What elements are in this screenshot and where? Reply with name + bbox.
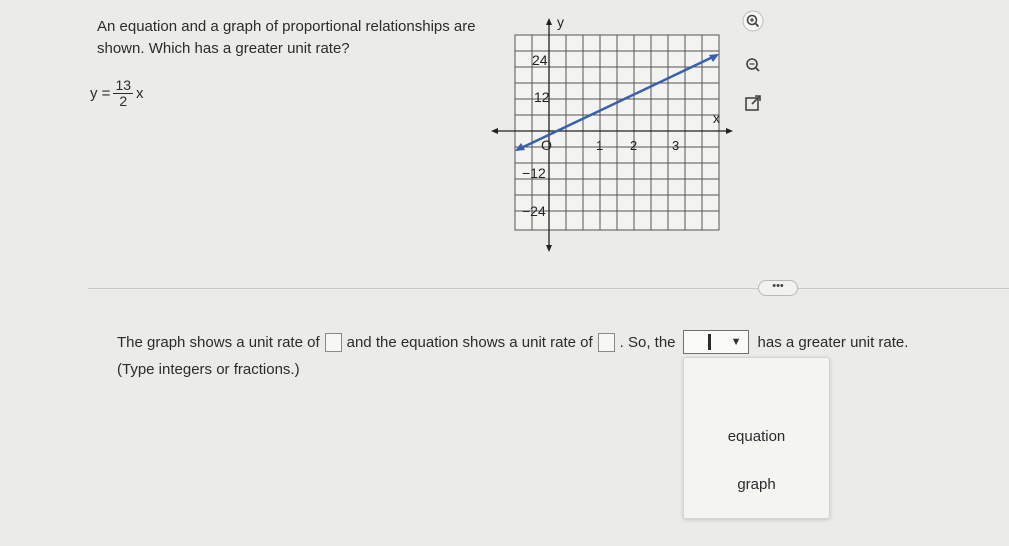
dropdown-menu xyxy=(683,357,830,519)
x-tick-label: 2 xyxy=(630,138,638,153)
answer-text-3: . So, the xyxy=(619,333,676,351)
x-tick-label: 3 xyxy=(672,138,680,153)
dropdown-option-equation[interactable]: equation xyxy=(727,428,786,445)
graph-svg xyxy=(485,10,735,260)
zoom-in-button[interactable] xyxy=(740,8,766,34)
y-axis-label: y xyxy=(557,14,564,30)
zoom-in-icon xyxy=(742,10,764,32)
x-tick-label: 1 xyxy=(596,138,604,153)
x-tick-label: O xyxy=(541,137,552,153)
fraction-denominator: 2 xyxy=(119,93,128,109)
zoom-out-icon xyxy=(742,54,764,76)
text-cursor xyxy=(708,334,711,350)
fraction-numerator: 13 xyxy=(115,77,132,93)
equation xyxy=(90,78,144,109)
zoom-out-button[interactable] xyxy=(740,52,766,78)
question-text: An equation and a graph of proportional relationships are shown. Which has a greater unit rate? xyxy=(97,18,476,57)
greater-rate-dropdown[interactable] xyxy=(683,330,749,354)
y-axis-arrow-up xyxy=(546,18,552,25)
answer-text-1: The graph shows a unit rate of xyxy=(117,333,320,351)
answer-text-2: and the equation shows a unit rate of xyxy=(346,333,593,351)
more-button[interactable]: ••• xyxy=(758,280,798,296)
x-axis-label: x xyxy=(713,110,720,126)
answer-text-4: has a greater unit rate. xyxy=(757,333,909,351)
dropdown-caret-icon: ▼ xyxy=(730,336,742,348)
x-axis-arrow-left xyxy=(491,128,498,134)
popout-button[interactable] xyxy=(740,90,766,116)
section-divider xyxy=(88,288,1009,289)
equation-unit-rate-input[interactable] xyxy=(598,333,615,352)
equation-fraction xyxy=(113,78,133,109)
popout-icon xyxy=(742,92,764,114)
equation-lhs: y = xyxy=(90,85,111,102)
equation-variable: x xyxy=(136,85,144,102)
graph xyxy=(485,10,735,265)
y-tick-label: 24 xyxy=(532,52,548,68)
y-tick-label: −24 xyxy=(522,203,546,219)
x-axis-arrow-right xyxy=(726,128,733,134)
y-tick-label: −12 xyxy=(522,165,546,181)
answer-hint: (Type integers or fractions.) xyxy=(117,361,300,378)
dropdown-option-graph[interactable]: graph xyxy=(737,476,776,493)
y-axis-arrow-down xyxy=(546,245,552,252)
answer-sentence xyxy=(117,330,908,354)
graph-unit-rate-input[interactable] xyxy=(325,333,342,352)
y-tick-label: 12 xyxy=(534,89,550,105)
